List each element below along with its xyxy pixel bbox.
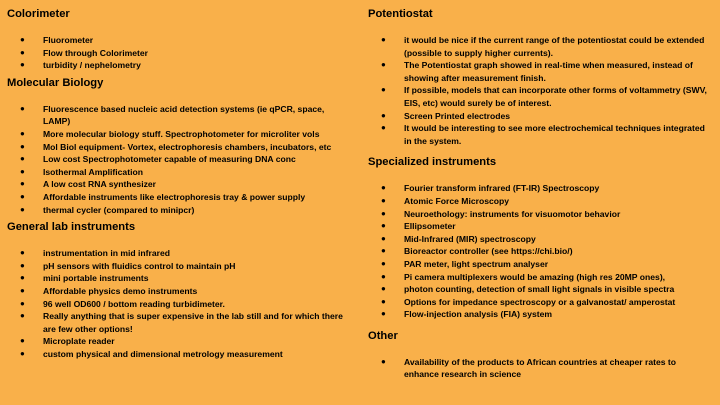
list-item [7,128,352,141]
right-column [368,0,713,381]
list-item [368,245,713,258]
bullet-icon: ● [381,309,386,319]
list-item-text: Availability of the products to African countries at cheaper rates to enhance research in science [404,356,677,380]
bullet-icon: ● [20,179,25,189]
bullet-icon: ● [20,103,25,113]
bullet-icon: ● [20,348,25,358]
bullet-icon: ● [20,154,25,164]
list-item-text: A low cost RNA synthesizer [43,179,157,190]
bullet-icon: ● [381,183,386,193]
list-molecular-biology [7,103,352,216]
list-item [368,84,713,109]
list-item [7,103,352,128]
list-item [368,208,713,221]
list-item-text: Low cost Spectrophotometer capable of measuring DNA conc [43,154,296,165]
list-item-text: turbidity / nephelometry [43,60,141,71]
bullet-icon: ● [20,248,25,258]
section-heading-colorimeter: Colorimeter [7,8,70,20]
list-item-text: Fluorometer [43,35,94,45]
bullet-icon: ● [20,311,25,321]
list-item [368,233,713,246]
list-item-text: Flow through Colorimeter [43,47,149,58]
bullet-icon: ● [20,285,25,295]
bullet-icon: ● [381,85,386,95]
list-item-text: Neuroethology: instruments for visuomotor behavior [404,208,621,219]
bullet-icon: ● [20,47,25,57]
list-item [7,178,352,191]
list-item-text: thermal cycler (compared to minipcr) [43,204,195,215]
list-item [368,34,713,59]
bullet-icon: ● [381,221,386,231]
list-potentiostat [368,34,713,147]
list-item [7,47,352,60]
list-item [7,204,352,217]
list-item-text: Mid-Infrared (MIR) spectroscopy [404,233,536,244]
list-item-text: It would be interesting to see more electrochemical techniques integrated in the system. [404,123,705,146]
list-item [368,271,713,284]
bullet-icon: ● [381,296,386,306]
bullet-icon: ● [20,35,25,44]
bullet-icon: ● [20,273,25,283]
bullet-icon: ● [381,195,386,205]
list-item [368,296,713,309]
list-item [7,166,352,179]
list-item-text: custom physical and dimensional metrology measurement [43,348,283,359]
list-item [368,59,713,84]
list-item [7,348,352,361]
list-item [7,335,352,348]
list-item-text: Isothermal Amplification [43,166,143,177]
list-item-text: The Potentiostat graph showed in real-time when measured, instead of showing after measurement finish. [404,60,693,83]
list-item [7,285,352,298]
section-heading-potentiostat: Potentiostat [368,8,433,20]
list-item-text: Affordable physics demo instruments [43,285,198,296]
bullet-icon: ● [381,284,386,294]
list-item-text: photon counting, detection of small light signals in visible spectra [404,284,675,295]
list-other [368,356,713,381]
list-item-text: More molecular biology stuff. Spectrophotometer for microliter vols [43,128,320,139]
bullet-icon: ● [381,123,386,133]
bullet-icon: ● [20,336,25,346]
list-item-text: Mol Biol equipment- Vortex, electrophoresis chambers, incubators, etc [43,141,332,152]
bullet-icon: ● [381,271,386,281]
list-general-lab [7,247,352,360]
list-item-text: Fourier transform infrared (FT-IR) Spectroscopy [404,183,600,194]
list-item-text: Bioreactor controller (see https://chi.bio/) [404,246,573,257]
bullet-icon: ● [381,208,386,218]
list-item [368,283,713,296]
list-item [7,141,352,154]
list-item-text: Pi camera multiplexers would be amazing (high res 20MP ones), [404,271,666,282]
list-item [7,191,352,204]
list-item-text: If possible, models that can incorporate other forms of voltammetry (SWV, EIS, etc) would surely be of interest. [404,85,707,108]
list-item-text: pH sensors with fluidics control to maintain pH [43,260,236,271]
list-item-text: Really anything that is super expensive in the lab still and for which there are few other options! [43,311,343,334]
bullet-icon: ● [20,298,25,308]
section-heading-specialized: Specialized instruments [368,156,497,169]
bullet-icon: ● [381,110,386,120]
list-item [368,182,713,195]
bullet-icon: ● [381,246,386,256]
list-item-text: Flow-injection analysis (FIA) system [404,309,553,320]
list-item-text: Affordable instruments like electrophoresis tray & power supply [43,191,306,202]
bullet-icon: ● [20,204,25,214]
section-heading-general-lab: General lab instruments [7,221,136,234]
list-item [368,308,713,321]
bullet-icon: ● [20,191,25,201]
bullet-icon: ● [20,166,25,176]
bullet-icon: ● [20,128,25,138]
section-heading-molecular-biology: Molecular Biology [7,76,104,89]
list-item [7,272,352,285]
list-item [368,195,713,208]
bullet-icon: ● [381,258,386,268]
list-item [7,247,352,260]
list-item [368,122,713,147]
list-specialized [368,182,713,321]
list-item [7,310,352,335]
list-item-text: PAR meter, light spectrum analyser [404,258,549,269]
list-item-text: Screen Printed electrodes [404,110,511,121]
list-item-text: 96 well OD600 / bottom reading turbidimeter. [43,298,225,309]
list-item-text: mini portable instruments [43,273,149,284]
list-colorimeter [7,34,352,72]
list-item [7,59,352,72]
list-item [7,298,352,311]
bullet-icon: ● [381,233,386,243]
list-item [7,34,352,47]
list-item-text: Fluorescence based nucleic acid detection systems (ie qPCR, space, LAMP) [43,103,325,127]
left-column [7,0,352,360]
bullet-icon: ● [20,60,25,70]
list-item [368,356,713,381]
section-heading-other: Other [368,329,398,342]
bullet-icon: ● [20,260,25,270]
bullet-icon: ● [20,141,25,151]
list-item-text: it would be nice if the current range of the potentiostat could be extended (possible to supply higher currents). [404,35,705,58]
list-item [368,258,713,271]
list-item [368,110,713,123]
list-item [7,260,352,273]
list-item-text: Options for impedance spectroscopy or a galvanostat/ amperostat [404,296,676,307]
list-item [7,153,352,166]
list-item-text: Ellipsometer [404,221,456,232]
bullet-icon: ● [381,356,386,366]
list-item-text: instrumentation in mid infrared [43,248,171,259]
bullet-icon: ● [381,35,386,44]
bullet-icon: ● [381,60,386,70]
list-item-text: Atomic Force Microscopy [404,195,510,206]
list-item [368,220,713,233]
list-item-text: Microplate reader [43,336,115,347]
